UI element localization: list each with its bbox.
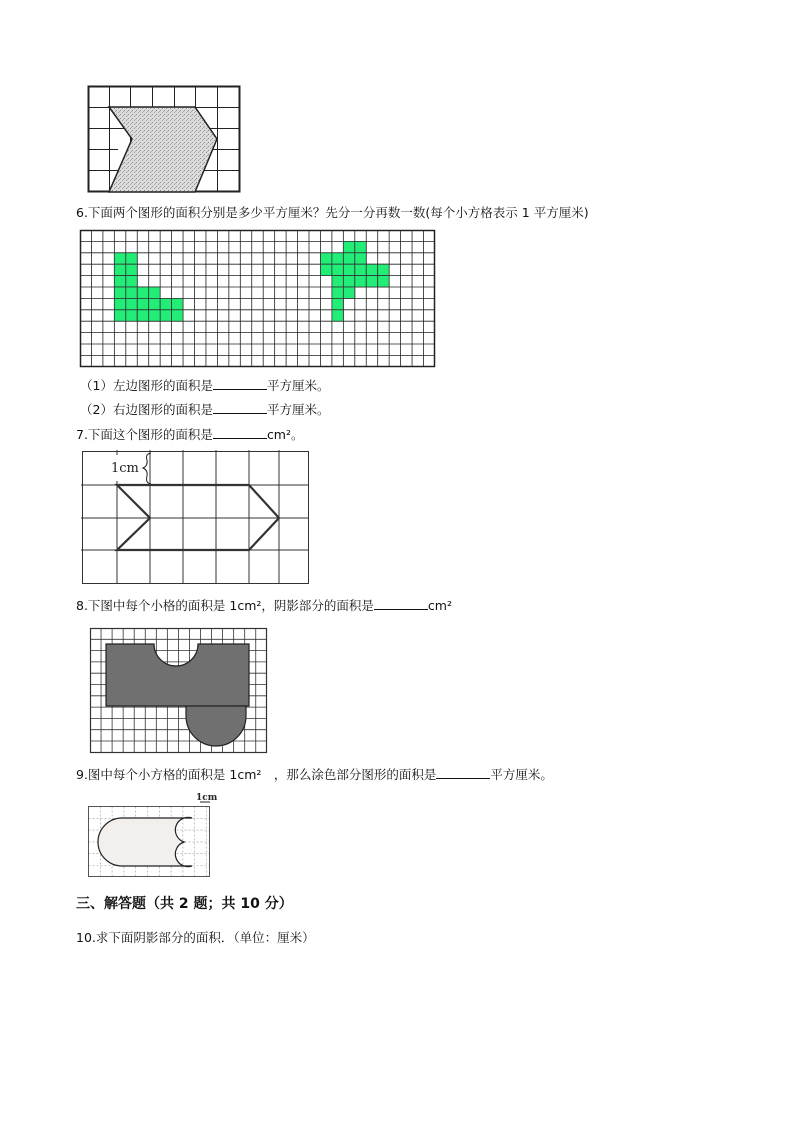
q6-green-cell [114, 287, 125, 298]
q6-green-cell [320, 253, 331, 264]
q8-figure [90, 628, 268, 754]
q6-figure [80, 230, 436, 368]
q6-green-cell [114, 310, 125, 321]
q6-green-cell [378, 264, 389, 275]
q6-green-cell [355, 253, 366, 264]
q6-answer-blank-1[interactable] [213, 377, 267, 390]
q9-question: 9.图中每个小方格的面积是 1cm² ，那么涂色部分图形的面积是 平方厘米。 [76, 767, 553, 782]
q6-green-cell [160, 298, 171, 309]
q6-green-cell [332, 276, 343, 287]
q6-sub1: （1）左边图形的面积是 平方厘米。 [80, 378, 330, 393]
q6-green-cell [114, 276, 125, 287]
q6-green-cell [172, 298, 183, 309]
q6-green-cell [320, 264, 331, 275]
q6-green-cell [332, 264, 343, 275]
q6-green-cell [355, 276, 366, 287]
q6-green-cell [343, 253, 354, 264]
q6-green-cell [149, 298, 160, 309]
q6-green-cell [126, 276, 137, 287]
q6-green-cell [355, 241, 366, 252]
q8-answer-blank[interactable] [374, 597, 428, 610]
q7-figure [81, 450, 311, 586]
q6-green-cell [343, 241, 354, 252]
q6-green-cell [355, 264, 366, 275]
q6-green-cell [114, 253, 125, 264]
q6-green-cell [126, 253, 137, 264]
q6-sub2: （2）右边图形的面积是 平方厘米。 [80, 402, 330, 417]
q6-green-cell [137, 310, 148, 321]
q6-green-cell [137, 287, 148, 298]
q6-green-cell [126, 310, 137, 321]
q5-chevron-shape [109, 107, 217, 192]
q6-green-cell [343, 287, 354, 298]
q6-green-cell [126, 298, 137, 309]
q5-figure [88, 86, 242, 194]
q9-answer-blank[interactable] [436, 766, 490, 779]
q6-green-cell [332, 298, 343, 309]
q6-green-cell [366, 264, 377, 275]
q9-shaded-shape [98, 817, 192, 866]
q6-green-cell [114, 264, 125, 275]
q10-question: 10.求下面阴影部分的面积．（单位：厘米） [76, 930, 315, 945]
q6-green-cell [332, 253, 343, 264]
q6-green-cell [343, 264, 354, 275]
q6-green-cell [149, 287, 160, 298]
q9-figure [84, 788, 218, 880]
q6-green-cell [172, 310, 183, 321]
q8-question: 8.下图中每个小格的面积是 1cm²，阴影部分的面积是 cm² [76, 598, 452, 613]
q6-question: 6.下面两个图形的面积分别是多少平方厘米？先分一分再数一数(每个小方格表示 1 平方厘米) [76, 205, 589, 220]
q6-green-cell [137, 298, 148, 309]
q6-green-cell [126, 264, 137, 275]
q7-answer-blank[interactable] [213, 426, 267, 439]
q6-green-cell [126, 287, 137, 298]
q6-green-cell [114, 298, 125, 309]
section-3-title: 三、解答题（共 2 题；共 10 分） [76, 896, 293, 912]
q9-unit-label: 1cm [196, 793, 218, 803]
q6-green-cell [332, 287, 343, 298]
q6-green-cell [378, 276, 389, 287]
q7-question: 7.下面这个图形的面积是 cm²。 [76, 427, 304, 442]
q6-green-cell [160, 310, 171, 321]
q6-green-cell [366, 276, 377, 287]
q6-green-cell [332, 310, 343, 321]
q6-green-cell [149, 310, 160, 321]
q6-green-cell [343, 276, 354, 287]
q6-answer-blank-2[interactable] [213, 401, 267, 414]
q7-unit-label: 1cm [111, 461, 139, 476]
